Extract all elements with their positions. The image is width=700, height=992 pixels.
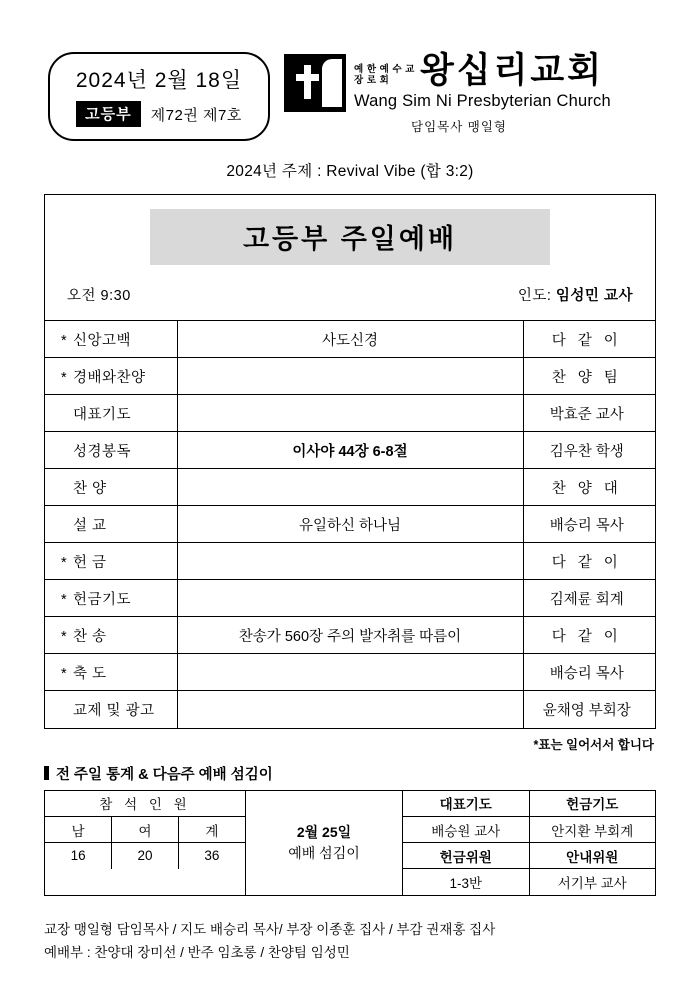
server-header-offering-prayer: 헌금기도 [529,791,655,817]
server-value-usher-team: 서기부 교사 [557,875,627,891]
order-item: 신앙고백 [73,332,132,349]
standing-star: * [61,665,67,682]
server-header-usher-team: 안내위원 [529,843,655,869]
table-row [45,358,655,395]
department-badge: 고등부 [76,101,140,127]
server-value-prayer: 배승원 교사 [403,817,529,843]
server-header-prayer: 대표기도 [403,791,529,817]
worship-order-table [45,320,655,728]
servers-table [403,791,655,895]
table-row [45,843,245,869]
table-row [45,543,655,580]
table-row [45,321,655,358]
order-item: 교제 및 광고 [73,702,155,719]
order-detail: 이사야 44장 6-8절 [177,432,523,469]
worship-time: 오전 9:30 [67,288,131,304]
table-row [45,817,245,843]
attendance-value-female: 20 [112,843,179,869]
order-item: 대표기도 [73,406,132,423]
next-week-date: 2월 25일 [296,823,352,840]
church-name-korean: 왕십리교회 [419,50,605,91]
order-detail [177,580,523,617]
attendance-col-female: 여 [112,817,179,843]
church-identity [280,52,670,135]
order-person: 배승리 목사 [523,506,655,543]
table-row [45,469,655,506]
table-row [45,395,655,432]
church-cross-logo-icon [284,54,346,112]
date-volume-box [48,52,270,141]
order-detail: 찬송가 560장 주의 발자취를 따름이 [177,617,523,654]
worship-leader-name: 임성민 교사 [555,288,633,304]
order-item: 설 교 [73,517,107,534]
table-row [45,580,655,617]
attendance-col-total: 계 [178,817,245,843]
standing-star: * [61,554,67,571]
year-theme: 2024년 주제 : Revival Vibe (합 3:2) [226,163,474,180]
order-person: 찬 양 팀 [523,358,655,395]
table-row [45,791,245,817]
order-person: 배승리 목사 [523,654,655,691]
order-detail: 유일하신 하나님 [177,506,523,543]
senior-pastor: 담임목사 맹일형 [411,120,507,134]
attendance-value-total: 36 [204,848,220,864]
order-person: 김제륜 회계 [523,580,655,617]
standing-star: * [61,369,67,386]
bulletin-date: 2024년 2월 18일 [75,69,243,92]
footer-line-2: 예배부 : 찬양대 장미선 / 반주 임초롱 / 찬양팀 임성민 [44,944,350,960]
header [0,0,700,141]
order-person: 윤채영 부회장 [523,691,655,728]
order-item: 축 도 [73,665,107,682]
attendance-col-male: 남 [45,817,112,843]
footer-staff [44,918,656,964]
footer-line-1: 교장 맹일형 담임목사 / 지도 배승리 목사/ 부장 이종훈 집사 / 부감 권재홍 집사 [44,921,496,937]
standing-note: *표는 일어서서 합니다 [533,737,654,752]
volume-number: 제72권 제7호 [150,106,242,124]
standing-star: * [61,591,67,608]
order-detail [177,469,523,506]
standing-star: * [61,628,67,645]
church-name-english: Wang Sim Ni Presbyterian Church [354,92,611,110]
attendance-header: 참 석 인 원 [45,791,245,817]
stats-section [44,790,656,896]
order-item: 경배와찬양 [73,369,146,386]
order-person: 다 같 이 [523,617,655,654]
attendance-table [45,791,245,895]
table-row [403,869,655,895]
table-row [403,791,655,817]
denomination-prefix: 예 한 예 수 교 장 로 회 [354,64,415,86]
order-person: 김우찬 학생 [523,432,655,469]
table-row [45,506,655,543]
next-week-caption: 예배 섬김이 [288,844,360,861]
order-person: 다 같 이 [523,321,655,358]
worship-title: 고등부 주일예배 [150,209,550,265]
table-row [403,843,655,869]
worship-leader: 인도: 임성민 교사 [517,288,633,304]
order-item: 성경봉독 [73,443,132,460]
server-value-offering-prayer: 안지환 부회계 [529,817,655,843]
order-item: 찬 송 [73,628,107,645]
worship-order-box [44,194,656,729]
order-person: 박효준 교사 [523,395,655,432]
table-row [403,817,655,843]
order-detail: 사도신경 [177,321,523,358]
order-item: 헌금기도 [73,591,132,608]
table-row [45,432,655,469]
table-row [45,617,655,654]
order-detail [177,395,523,432]
order-person: 다 같 이 [523,543,655,580]
order-detail [177,358,523,395]
standing-star: * [61,332,67,349]
next-week-label-block [245,791,403,895]
attendance-value-male: 16 [45,843,112,869]
section-marker-icon [44,766,49,780]
order-detail [177,691,523,728]
server-header-offering-team: 헌금위원 [403,843,529,869]
order-detail [177,654,523,691]
table-row [45,654,655,691]
worship-meta [45,265,655,320]
server-value-offering-team: 1-3반 [403,869,529,895]
order-detail [177,543,523,580]
stats-heading: 전 주일 통계 & 다음주 예배 섬김이 [44,763,700,784]
table-row [45,691,655,728]
order-item: 헌 금 [73,554,107,571]
order-person: 찬 양 대 [523,469,655,506]
order-item: 찬 양 [73,480,107,497]
